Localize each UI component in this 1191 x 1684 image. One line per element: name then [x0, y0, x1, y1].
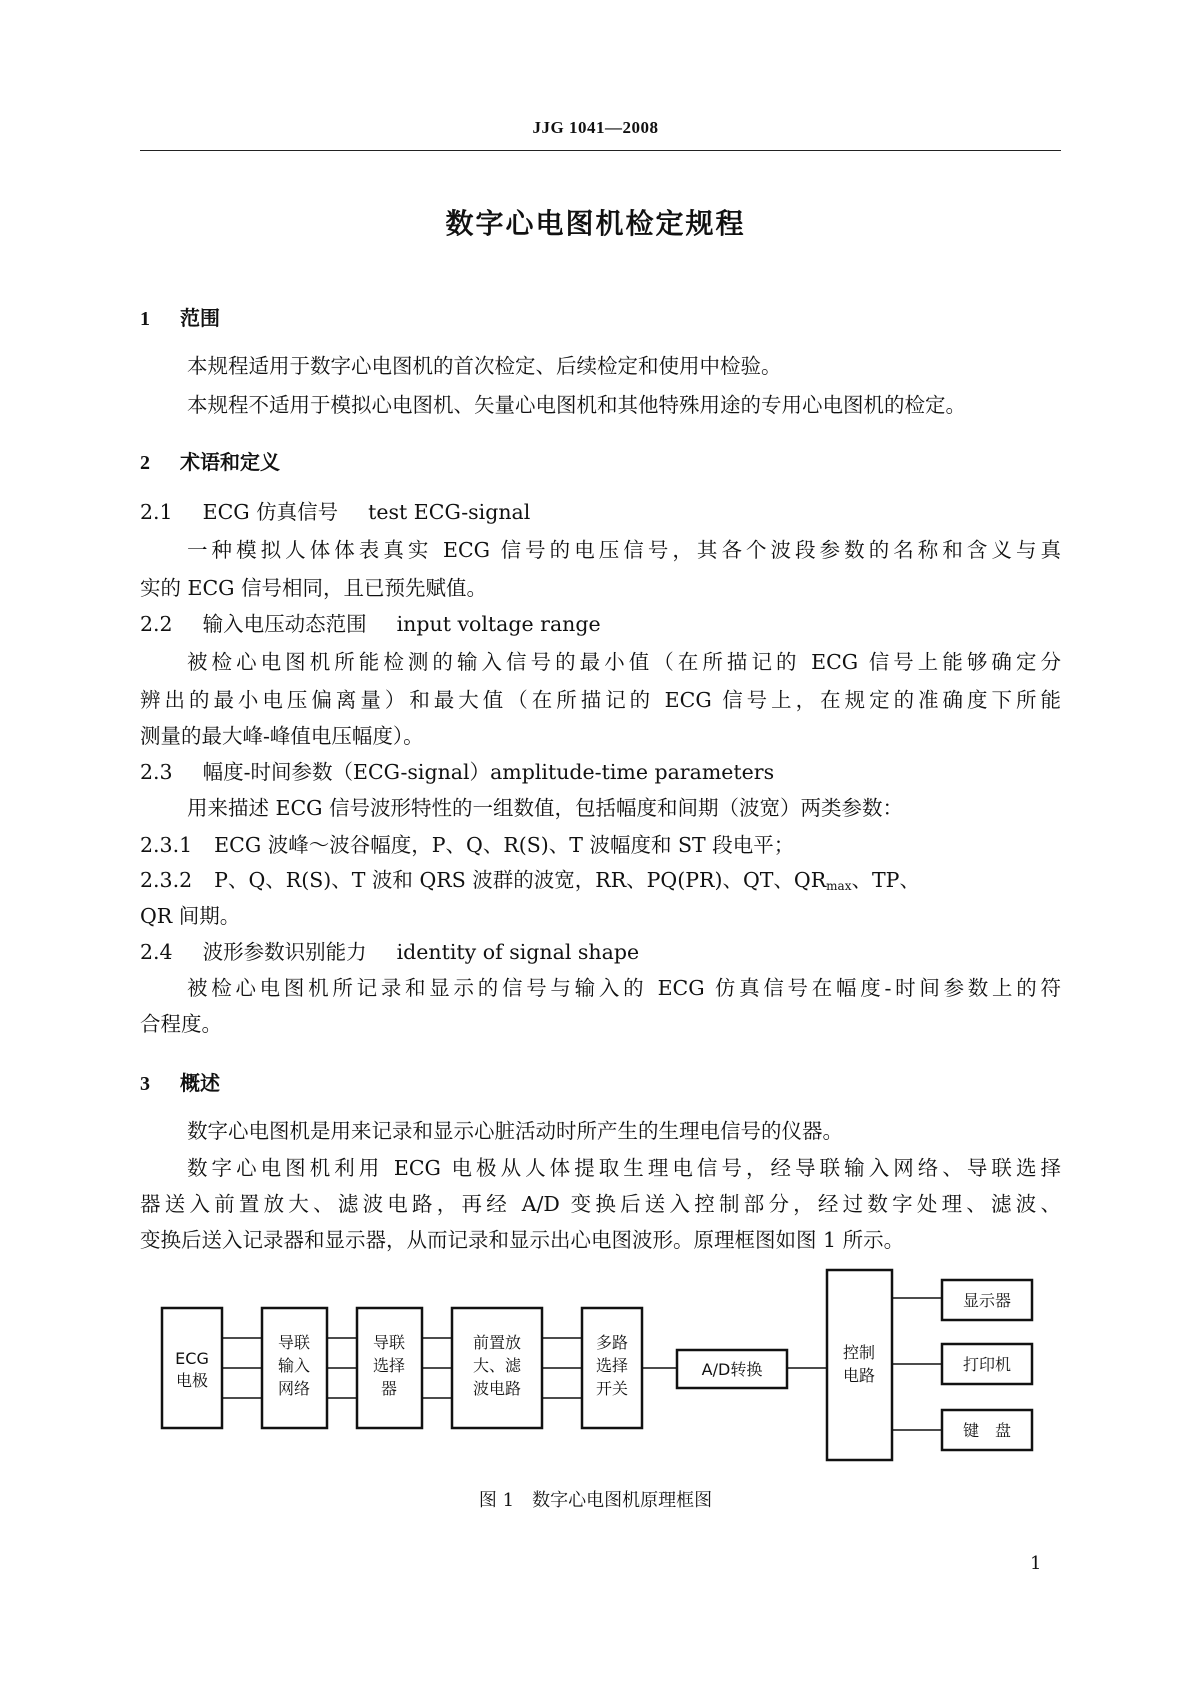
- page-title: 数字心电图机检定规程: [445, 207, 746, 240]
- section-number: 2: [140, 452, 150, 474]
- section-number: 1: [140, 308, 150, 330]
- term-text: P、Q、R(S)、T 波和 QRS 波群的波宽，RR、PQ(PR)、QT、QR: [214, 868, 827, 892]
- subscript-max: max: [826, 879, 852, 893]
- term-number: 2.3.2: [140, 868, 193, 892]
- term-number: 2.2: [140, 612, 173, 636]
- block-label: 多路: [595, 1333, 629, 1352]
- term-2-4-heading: [140, 942, 639, 963]
- term-english: test ECG-signal: [368, 500, 531, 524]
- term-2-4-definition-line-2: 合程度。: [140, 1012, 222, 1036]
- overview-paragraph-2-line-1: 数字心电图机利用 ECG 电极从人体提取生理电信号，经导联输入网络、导联选择: [187, 1156, 1061, 1180]
- block-label: 网络: [277, 1379, 311, 1398]
- term-2-3-heading: [140, 762, 774, 783]
- section-3-heading: [140, 1067, 220, 1096]
- term-2-3-2: [140, 870, 920, 892]
- term-2-4-definition-line-1: 被检心电图机所记录和显示的信号与输入的 ECG 仿真信号在幅度-时间参数上的符: [187, 976, 1061, 1000]
- block-label: 显示器: [962, 1291, 1012, 1310]
- term-number: 2.3: [140, 760, 173, 784]
- term-english: identity of signal shape: [396, 940, 640, 964]
- block-label: 电路: [842, 1366, 876, 1385]
- control-circuit-block: [827, 1270, 892, 1460]
- keyboard-block: [942, 1410, 1032, 1450]
- section-title: 术语和定义: [180, 450, 280, 474]
- scope-paragraph-2: 本规程不适用于模拟心电图机、矢量心电图机和其他特殊用途的专用心电图机的检定。: [187, 393, 966, 417]
- term-2-1-definition-line-1: 一种模拟人体体表真实 ECG 信号的电压信号，其各个波段参数的名称和含义与真: [187, 538, 1061, 562]
- term-2-1-heading: [140, 502, 530, 523]
- document-code-header: JJG 1041—2008: [532, 118, 659, 137]
- block-label: 打印机: [962, 1355, 1012, 1374]
- block-label: 控制: [842, 1343, 876, 1362]
- term-2-3-definition: 用来描述 ECG 信号波形特性的一组数值，包括幅度和间期（波宽）两类参数：: [187, 796, 904, 820]
- block-label: 输入: [277, 1356, 311, 1375]
- block-label: 选择: [372, 1356, 406, 1375]
- display-block: [942, 1280, 1032, 1320]
- term-chinese: 幅度-时间参数（ECG-signal）: [202, 760, 491, 784]
- section-title: 概述: [180, 1071, 220, 1095]
- term-chinese: 输入电压动态范围: [202, 612, 367, 636]
- block-label: 波电路: [472, 1379, 522, 1398]
- page-number: 1: [1030, 1553, 1042, 1574]
- term-chinese: ECG 仿真信号: [202, 500, 339, 524]
- block-diagram: [160, 1268, 1060, 1478]
- block-label: ECG: [175, 1349, 209, 1368]
- overview-paragraph-2-line-2: 器送入前置放大、滤波电路，再经 A/D 变换后送入控制部分，经过数字处理、滤波、: [140, 1192, 1061, 1216]
- preamp-filter-block: [452, 1308, 542, 1428]
- header-rule: [140, 150, 1061, 151]
- ecg-electrode-block: [162, 1308, 222, 1428]
- lead-selector-block: [357, 1308, 422, 1428]
- section-number: 3: [140, 1073, 150, 1095]
- printer-block: [942, 1344, 1032, 1384]
- overview-paragraph-2-line-3: 变换后送入记录器和显示器，从而记录和显示出心电图波形。原理框图如图 1 所示。: [140, 1228, 905, 1252]
- term-2-2-definition-line-1: 被检心电图机所能检测的输入信号的最小值（在所描记的 ECG 信号上能够确定分: [187, 650, 1061, 674]
- block-label: 导联: [277, 1333, 311, 1352]
- figure-caption: 图 1 数字心电图机原理框图: [478, 1490, 713, 1511]
- term-text: ECG 波峰～波谷幅度，P、Q、R(S)、T 波幅度和 ST 段电平；: [214, 833, 795, 857]
- block-label: 选择: [595, 1356, 629, 1375]
- scope-paragraph-1: 本规程适用于数字心电图机的首次检定、后续检定和使用中检验。: [187, 354, 782, 378]
- term-2-3-1: [140, 835, 794, 856]
- term-2-3-2-line-2: QR 间期。: [140, 904, 241, 928]
- section-1-heading: [140, 302, 220, 331]
- term-number: 2.3.1: [140, 833, 193, 857]
- term-english: input voltage range: [396, 612, 601, 636]
- ad-converter-block: [677, 1350, 787, 1388]
- block-label: A/D转换: [701, 1360, 763, 1379]
- term-number: 2.1: [140, 500, 173, 524]
- block-label: 键 盘: [962, 1421, 1012, 1440]
- block-label: 大、滤: [472, 1356, 522, 1375]
- block-label: 导联: [372, 1333, 406, 1352]
- block-label: 电极: [175, 1371, 209, 1390]
- section-title: 范围: [180, 306, 220, 330]
- term-number: 2.4: [140, 940, 173, 964]
- block-label: 开关: [595, 1379, 629, 1398]
- term-2-2-definition-line-2: 辨出的最小电压偏离量）和最大值（在所描记的 ECG 信号上，在规定的准确度下所能: [140, 688, 1061, 712]
- multiplexer-block: [582, 1308, 642, 1428]
- lead-input-network-block: [262, 1308, 327, 1428]
- term-chinese: 波形参数识别能力: [202, 940, 367, 964]
- term-2-2-heading: [140, 614, 601, 635]
- section-2-heading: [140, 446, 280, 475]
- overview-paragraph-1: 数字心电图机是用来记录和显示心脏活动时所产生的生理电信号的仪器。: [187, 1119, 843, 1143]
- term-2-2-definition-line-3: 测量的最大峰-峰值电压幅度）。: [140, 724, 424, 748]
- block-label: 前置放: [472, 1333, 522, 1352]
- block-label: 器: [380, 1379, 398, 1398]
- term-2-1-definition-line-2: 实的 ECG 信号相同，且已预先赋值。: [140, 576, 488, 600]
- term-text-tail: 、TP、: [851, 868, 920, 892]
- term-english: amplitude-time parameters: [490, 760, 775, 784]
